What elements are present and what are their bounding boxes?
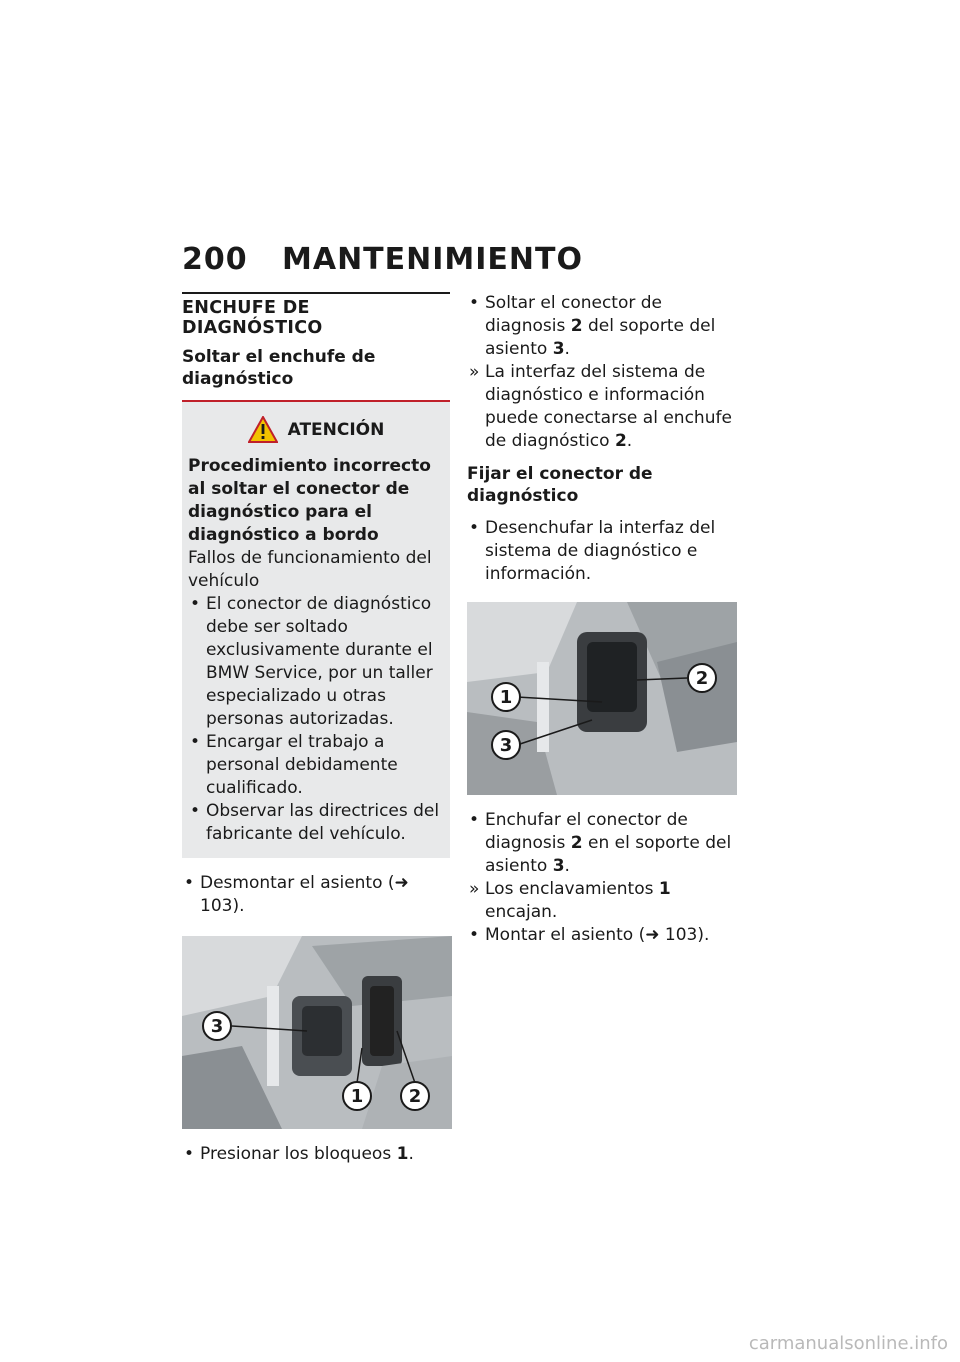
callout-3: 3 xyxy=(202,1011,232,1041)
sub-title-remove: Soltar el enchufe de diagnóstico xyxy=(182,347,376,389)
figure-connector-removed xyxy=(182,936,452,1129)
step-list-5 xyxy=(467,809,739,947)
sub-title-attach: Fijar el conector de diagnóstico xyxy=(467,464,653,506)
figure-connector-attached xyxy=(467,602,737,795)
arrow-icon: ➜ xyxy=(394,873,409,893)
list-item: • El conector de diagnóstico debe ser soltado exclusivamente durante el BMW Service, por un taller especializado u otras personas autorizadas. xyxy=(190,594,433,729)
callout-2: 2 xyxy=(687,663,717,693)
right-column xyxy=(467,292,739,947)
callout-1: 1 xyxy=(491,682,521,712)
step-list-1 xyxy=(182,872,450,918)
list-item: • Desenchufar la interfaz del sistema de diagnóstico e información. xyxy=(469,518,716,584)
warning-box xyxy=(182,400,450,858)
warning-consequence: Fallos de funcionamiento del vehículo xyxy=(188,548,432,591)
callout-2: 2 xyxy=(400,1081,430,1111)
arrow-icon: ➜ xyxy=(645,925,660,945)
list-item: • Enchufar el conector de diagnosis 2 en el soporte del asiento 3. xyxy=(469,810,732,876)
step-list-2 xyxy=(182,1143,450,1166)
result-item: » La interfaz del sistema de diagnóstico e información puede conectarse al enchufe de diagnóstico 2. xyxy=(469,362,732,451)
step-list-4 xyxy=(467,517,739,586)
list-item: • Presionar los bloqueos 1. xyxy=(184,1144,414,1164)
warning-head xyxy=(188,416,444,443)
list-item: • Montar el asiento (➜ 103). xyxy=(469,925,710,945)
warning-triangle-icon xyxy=(248,416,278,443)
list-item: • Observar las directrices del fabricante del vehículo. xyxy=(190,801,440,844)
warning-title: Procedimiento incorrecto al soltar el conector de diagnóstico para el diagnóstico a bordo xyxy=(188,456,431,545)
page-number: 200 xyxy=(182,242,248,277)
chapter-title: MANTENIMIENTO xyxy=(282,242,583,277)
section-title: ENCHUFE DE DIAGNÓSTICO xyxy=(182,292,450,338)
warning-list xyxy=(188,593,444,846)
list-item: • Soltar el conector de diagnosis 2 del soporte del asiento 3. xyxy=(469,293,716,359)
warning-label: ATENCIÓN xyxy=(287,419,385,440)
step-list-3 xyxy=(467,292,739,453)
left-column xyxy=(182,292,450,1166)
list-item: • Desmontar el asiento (➜ 103). xyxy=(184,873,409,916)
result-item: » Los enclavamientos 1 encajan. xyxy=(469,879,671,922)
callout-1: 1 xyxy=(342,1081,372,1111)
callout-3: 3 xyxy=(491,730,521,760)
list-item: • Encargar el trabajo a personal debidamente cualificado. xyxy=(190,732,398,798)
page-header xyxy=(182,242,583,277)
footer-watermark: carmanualsonline.info xyxy=(748,1333,948,1354)
